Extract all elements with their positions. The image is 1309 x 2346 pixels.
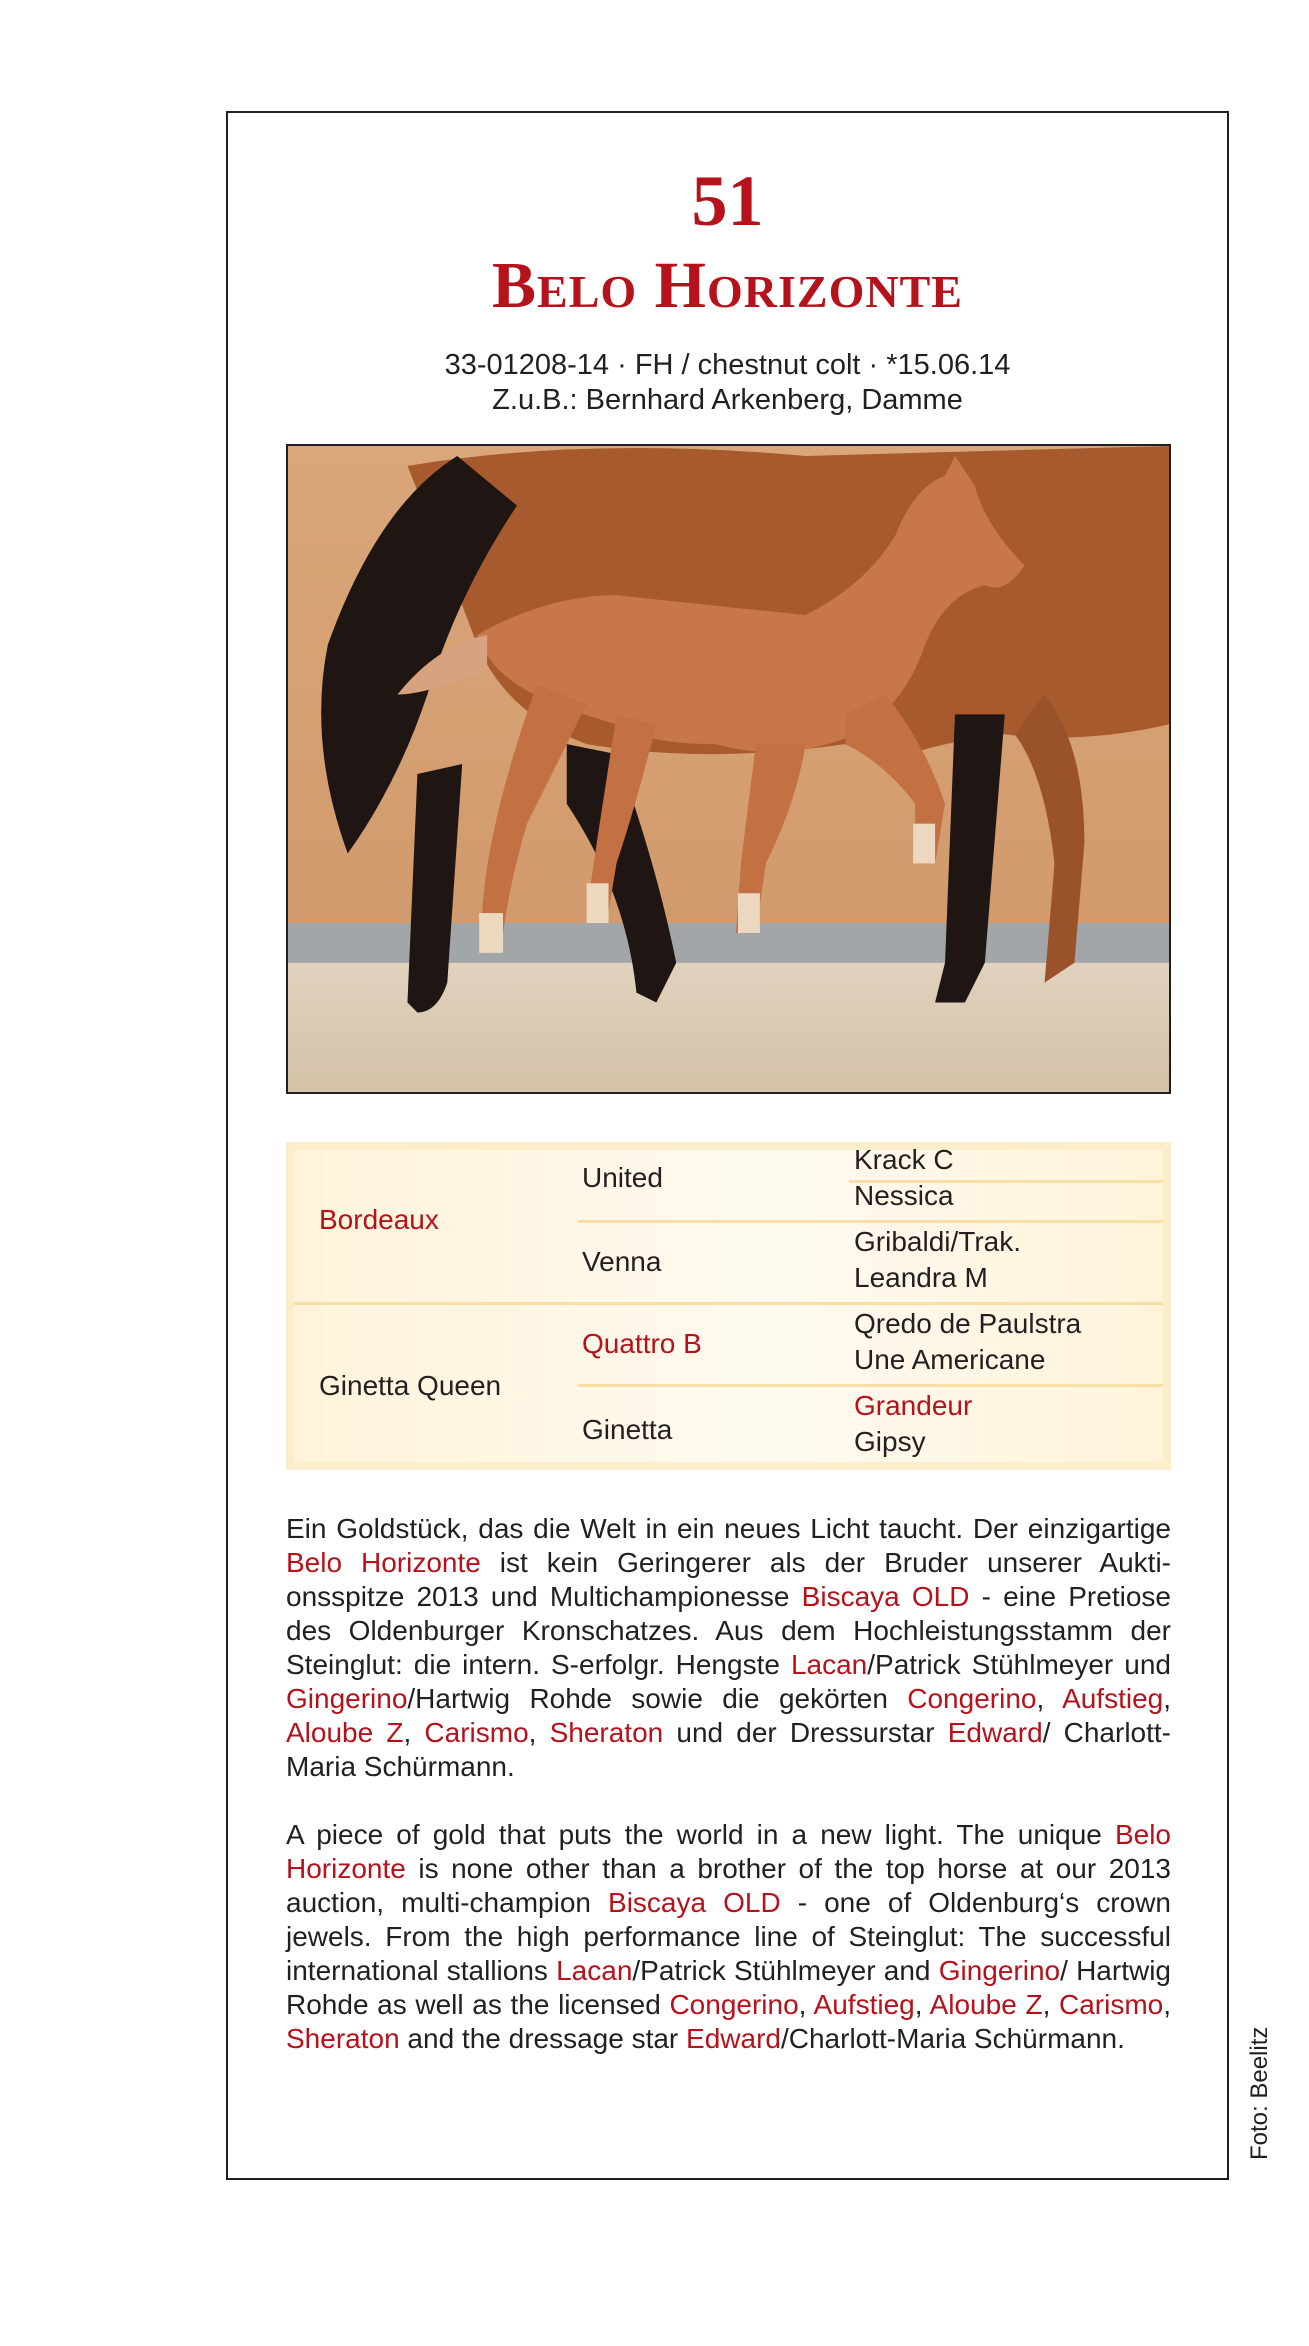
pedigree-g3: Leandra M <box>854 1262 988 1293</box>
pedigree-g3: Une Americane <box>854 1344 1046 1375</box>
horse-name-link: Biscaya OLD <box>608 1887 781 1918</box>
pedigree-divider <box>578 1384 1163 1387</box>
horse-name-link: Edward <box>947 1717 1043 1748</box>
horse-name-link: Sheraton <box>549 1717 664 1748</box>
pedigree-table <box>286 1142 1171 1470</box>
text-run: , <box>1042 1989 1059 2020</box>
text-run: , <box>528 1717 550 1748</box>
horse-name-link: Edward <box>686 2023 781 2054</box>
pedigree-divider <box>294 1302 1163 1305</box>
horse-name-link: Lacan <box>790 1649 868 1680</box>
horse-name-link: Belo Horizonte <box>286 1547 481 1578</box>
photo-credit: Foto: Beelitz <box>1246 2026 1273 2160</box>
horse-name-link: Carismo <box>1059 1989 1164 2020</box>
lot-number: 51 <box>691 161 764 241</box>
lot-details: 33-01208-14 · FH / chestnut colt · *15.06.14 <box>444 349 1011 381</box>
horse-name-link: Biscaya OLD <box>801 1581 970 1612</box>
horse-name-link: Aloube Z <box>929 1989 1043 2020</box>
horse-name-link: Congerino <box>907 1683 1037 1714</box>
text-run: /Charlott-Maria Schürmann. <box>780 2023 1125 2054</box>
text-run: / Charlott-Maria Schürmann. <box>286 1717 1171 1782</box>
horse-name: Belo Horizonte <box>492 249 963 322</box>
text-run: , <box>914 1989 930 2020</box>
horse-name-link: Sheraton <box>286 2023 400 2054</box>
pedigree-dam: Ginetta Queen <box>319 1370 502 1401</box>
text-run: Ein Goldstück, das die Welt in ein neues Licht taucht. Der einzigartige <box>286 1513 1171 1544</box>
text-run: - eine Pretiose des Oldenburger Kronschatzes. Aus dem Hochleistungsstamm der Steinglut: die intern. S-erfolgr. Hengste <box>286 1581 1171 1680</box>
pedigree-g3: Nessica <box>854 1180 954 1211</box>
horse-photo <box>286 444 1171 1094</box>
description-english <box>286 1818 1171 2056</box>
pedigree-g3: Krack C <box>854 1144 954 1175</box>
description-german <box>286 1512 1171 1784</box>
text-run: /Hartwig Rohde sowie die gekörten <box>407 1683 908 1714</box>
text-run: and the dressage star <box>399 2023 687 2054</box>
text-run: / Hartwig Rohde as well as the licensed <box>286 1955 1171 2020</box>
horse-name-link: Belo Horizonte <box>286 1819 1171 1884</box>
breeder-line: Z.u.B.: Bernhard Arkenberg, Damme <box>492 384 963 416</box>
pedigree-g3: Gipsy <box>854 1426 926 1457</box>
text-run: - one of Oldenburg‘s crown jewels. From the high performance line of Steinglut: The successful international stallions <box>286 1887 1171 1986</box>
pedigree-divider <box>578 1220 1163 1223</box>
text-run: /Patrick Stühlmeyer and <box>632 1955 939 1986</box>
text-run: A piece of gold that puts the world in a new light. The unique <box>286 1819 1115 1850</box>
horse-name-link: Congerino <box>669 1989 799 2020</box>
text-run: , <box>1163 1683 1172 1714</box>
pedigree-dam-sire: Quattro B <box>582 1328 702 1359</box>
horse-name-link: Carismo <box>424 1717 529 1748</box>
text-run: is none other than a brother of the top horse at our 2013 auction, multi-champion <box>286 1853 1171 1918</box>
text-run: /Patrick Stühlmeyer und <box>867 1649 1172 1680</box>
pedigree-g3: Gribaldi/Trak. <box>854 1226 1022 1257</box>
horse-photo-icon <box>288 446 1169 1092</box>
pedigree-sire-dam: Venna <box>582 1246 662 1277</box>
horse-name-link: Gingerino <box>938 1955 1061 1986</box>
text-run: ist kein Geringerer als der Bruder unserer Auktionsspitze 2013 und Multichampionesse <box>286 1547 1171 1612</box>
horse-name-link: Gingerino <box>286 1683 408 1714</box>
horse-name-link: Aloube Z <box>286 1717 404 1748</box>
text-run: , <box>1163 1989 1172 2020</box>
pedigree-g3: Grandeur <box>854 1390 973 1421</box>
horse-name-link: Aufstieg <box>1062 1683 1164 1714</box>
horse-name-link: Lacan <box>556 1955 633 1986</box>
pedigree-sire: Bordeaux <box>319 1204 439 1235</box>
lot-card <box>226 111 1229 2180</box>
pedigree-g3: Qredo de Paulstra <box>854 1308 1082 1339</box>
text-run: , <box>1036 1683 1063 1714</box>
text-run: und der Dressurstar <box>663 1717 948 1748</box>
pedigree-sire-sire: United <box>582 1162 663 1193</box>
text-run: , <box>798 1989 814 2020</box>
text-run: , <box>403 1717 425 1748</box>
horse-name-link: Aufstieg <box>813 1989 915 2020</box>
pedigree-dam-dam: Ginetta <box>582 1414 673 1445</box>
